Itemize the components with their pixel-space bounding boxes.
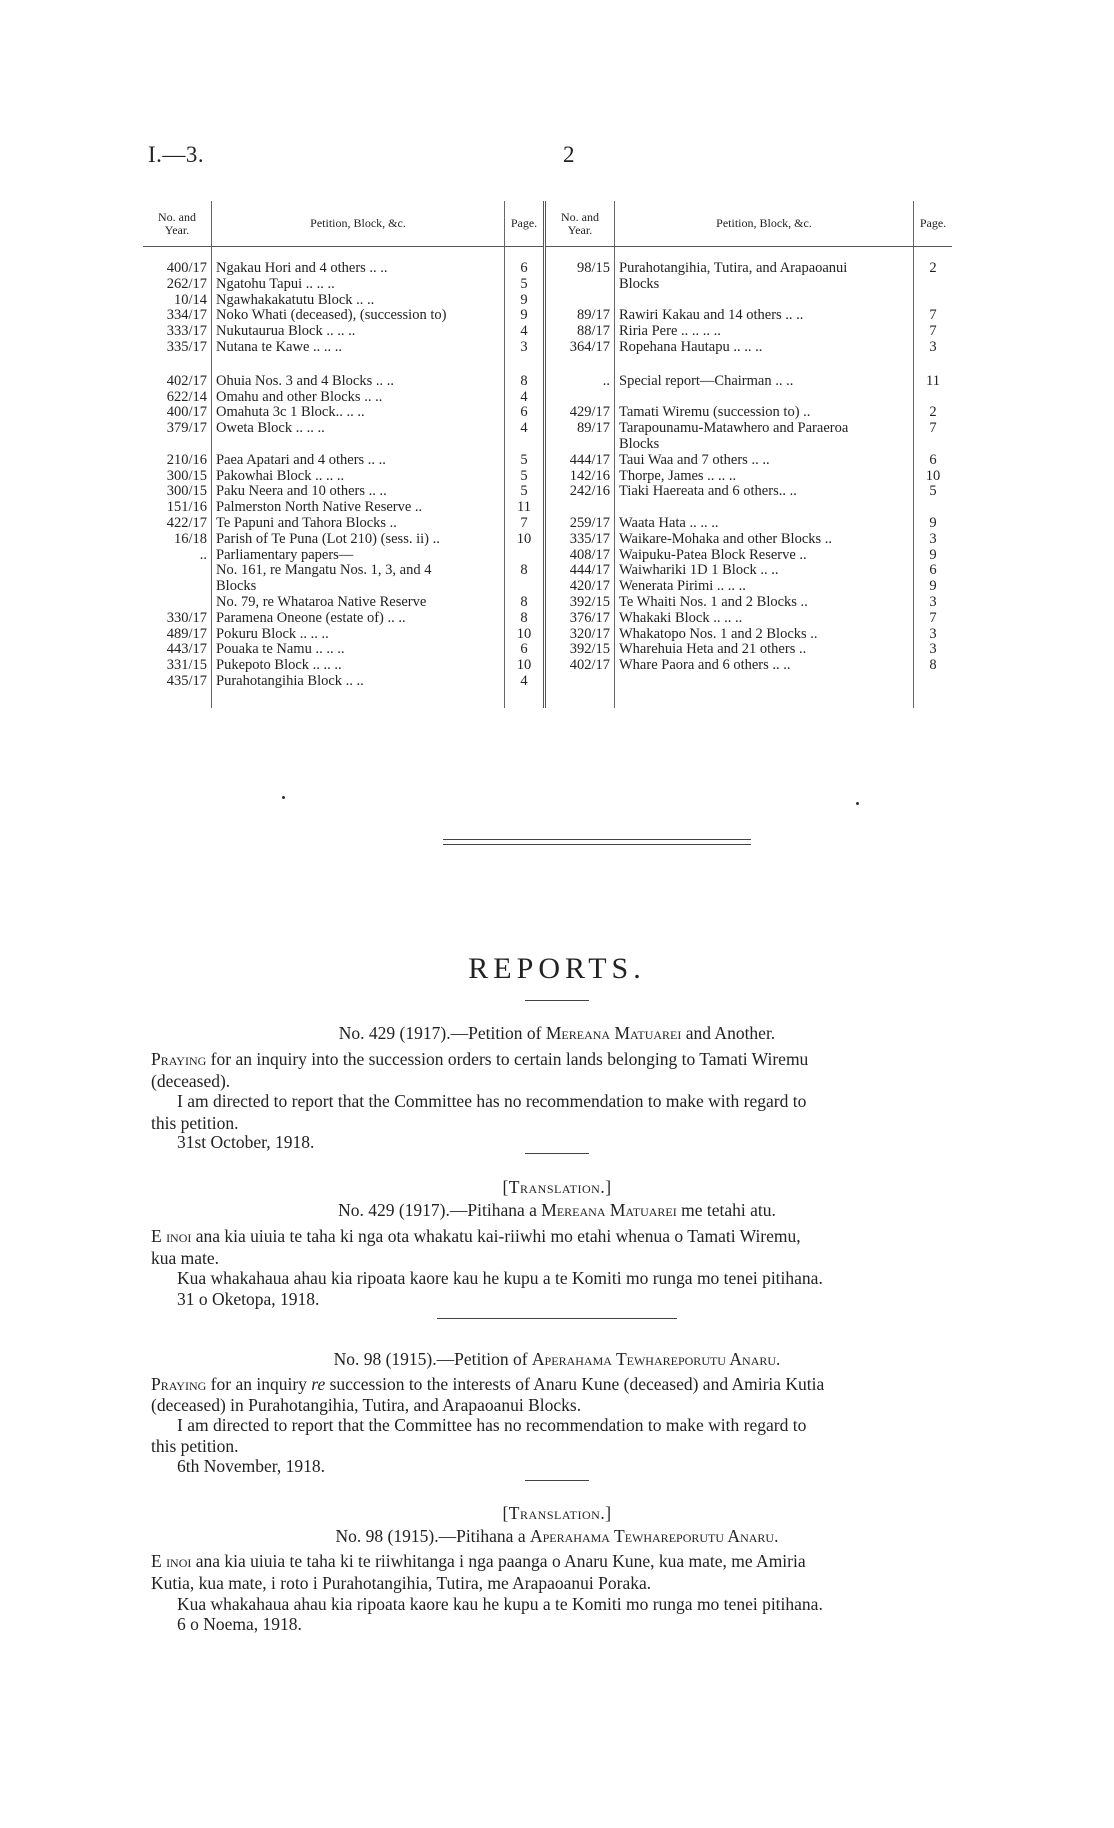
translation-body: Kua whakahaua ahau kia ripoata kaore kau he kupu a te Komiti mo runga mo tenei pitihana.: [177, 1268, 823, 1288]
table-row: [143, 532, 952, 548]
row-petition: Blocks: [615, 277, 914, 293]
table-row: [143, 324, 952, 340]
row-page: 8: [505, 563, 545, 579]
row-petition: Wenerata Pirimi .. .. ..: [615, 579, 914, 595]
row-number-year: 334/17: [166, 307, 207, 324]
row-number-year: 210/16: [166, 451, 207, 468]
row-petition: Blocks: [615, 437, 914, 453]
row-number-year: ..: [199, 546, 207, 563]
row-petition: Waipuku-Patea Block Reserve ..: [615, 548, 914, 564]
row-number-year: 98/15: [545, 247, 615, 277]
row-petition: Nukutaurua Block .. .. ..: [212, 324, 505, 340]
row-petition: Noko Whati (deceased), (succession to): [212, 308, 505, 324]
row-number-year: [143, 356, 212, 374]
row-petition: Thorpe, James .. .. ..: [615, 469, 914, 485]
row-number-year: [545, 293, 615, 309]
translation-label: [Translation.]: [502, 1177, 612, 1197]
row-number-year: 376/17: [545, 611, 615, 627]
row-petition: Parliamentary papers—: [212, 548, 505, 564]
row-petition: [615, 500, 914, 516]
row-number-year: 392/15: [545, 642, 615, 658]
row-number-year: 422/17: [166, 514, 207, 531]
document-reference: I.—3.: [148, 142, 205, 167]
row-number-year: [545, 437, 615, 453]
row-petition: Taui Waa and 7 others .. ..: [615, 453, 914, 469]
table-row: [143, 247, 952, 277]
row-petition: Purahotangihia, Tutira, and Arapaoanui: [615, 247, 914, 277]
double-rule: [443, 839, 751, 845]
row-number-year: 300/15: [166, 483, 207, 500]
row-number-year: 330/17: [166, 609, 207, 626]
row-page: [505, 437, 545, 453]
row-page: 3: [914, 532, 953, 548]
row-page: 4: [505, 421, 545, 437]
row-number-year: 622/14: [166, 388, 207, 405]
row-petition: Te Whaiti Nos. 1 and 2 Blocks ..: [615, 595, 914, 611]
row-number-year: [143, 595, 212, 611]
row-number-year: 88/17: [545, 324, 615, 340]
translation-body: Kua whakahaua ahau kia ripoata kaore kau he kupu a te Komiti mo runga mo tenei pitihana.: [177, 1594, 823, 1614]
row-page: [914, 390, 953, 406]
row-number-year: [143, 563, 212, 579]
row-number-year: ..: [545, 374, 615, 390]
row-page: 3: [914, 595, 953, 611]
row-number-year: [545, 277, 615, 293]
row-page: 5: [914, 484, 953, 500]
row-number-year: 300/15: [166, 467, 207, 484]
row-number-year: 444/17: [545, 563, 615, 579]
row-petition: Riria Pere .. .. .. ..: [615, 324, 914, 340]
row-page: 9: [914, 548, 953, 564]
row-petition: Pukepoto Block .. .. ..: [212, 658, 505, 674]
translation-heading: No. 98 (1915).—Pitihana a Aperahama Tewhareporutu Anaru.: [335, 1526, 779, 1546]
row-number-year: [545, 356, 615, 374]
row-page: [505, 579, 545, 595]
row-page: [505, 548, 545, 564]
row-page: 10: [505, 658, 545, 674]
table-row: [143, 469, 952, 485]
row-page: 4: [505, 390, 545, 406]
table-row: [143, 563, 952, 579]
report-body: I am directed to report that the Committee has no recommendation to make with regard to: [177, 1091, 807, 1111]
table-row: [143, 642, 952, 658]
row-number-year: 151/16: [166, 499, 207, 516]
table-row: [143, 500, 952, 516]
row-number-year: 259/17: [545, 516, 615, 532]
row-number-year: 89/17: [545, 421, 615, 437]
row-number-year: 420/17: [545, 579, 615, 595]
row-page: 5: [505, 484, 545, 500]
print-speck: [282, 796, 285, 799]
row-page: 9: [914, 579, 953, 595]
index-table-header: [143, 201, 952, 247]
column-header: No. and Year.: [143, 201, 212, 247]
row-page: 5: [505, 469, 545, 485]
translation-inoi: E inoi ana kia uiuia te taha ki nga ota whakatu kai-riiwhi mo etahi whenua o Tamati Wiremu,: [151, 1226, 801, 1246]
row-number-year: 262/17: [166, 275, 207, 292]
row-page: 2: [914, 405, 953, 421]
row-page: [914, 437, 953, 453]
report-body: I am directed to report that the Committee has no recommendation to make with regard to: [177, 1415, 807, 1435]
title-rule: [525, 1000, 589, 1001]
row-petition: Omahu and other Blocks .. ..: [212, 390, 505, 406]
row-petition: [212, 437, 505, 453]
row-number-year: [143, 437, 212, 453]
row-page: 10: [505, 627, 545, 643]
row-page: 7: [914, 324, 953, 340]
row-page: 3: [505, 340, 545, 356]
row-page: 11: [505, 500, 545, 516]
row-page: [914, 293, 953, 309]
column-header: Page.: [505, 201, 545, 247]
report-praying: (deceased) in Purahotangihia, Tutira, and Arapaoanui Blocks.: [151, 1395, 582, 1415]
report-heading: No. 429 (1917).—Petition of Mereana Matuarei and Another.: [338, 1023, 776, 1043]
row-petition: Tarapounamu-Matawhero and Paraeroa: [615, 421, 914, 437]
row-page: 7: [914, 421, 953, 437]
table-row: [143, 374, 952, 390]
row-page: 3: [914, 340, 953, 356]
row-petition: Special report—Chairman .. ..: [615, 374, 914, 390]
row-page: 6: [914, 563, 953, 579]
row-number-year: 435/17: [166, 672, 207, 689]
row-number-year: [545, 674, 615, 708]
row-number-year: 364/17: [545, 340, 615, 356]
table-row: [143, 405, 952, 421]
row-petition: Pouaka te Namu .. .. ..: [212, 642, 505, 658]
row-page: 6: [505, 247, 545, 277]
row-petition: Pokuru Block .. .. ..: [212, 627, 505, 643]
row-petition: Parish of Te Puna (Lot 210) (sess. ii) ..: [212, 532, 505, 548]
row-number-year: 16/18: [173, 530, 207, 547]
row-page: [505, 356, 545, 374]
row-number-year: 444/17: [545, 453, 615, 469]
column-header: Petition, Block, &c.: [615, 201, 914, 247]
table-row: [143, 453, 952, 469]
row-number-year: 335/17: [166, 338, 207, 355]
row-page: 8: [914, 658, 953, 674]
row-page: 8: [505, 611, 545, 627]
table-row: [143, 421, 952, 437]
row-petition: Paea Apatari and 4 others .. ..: [212, 453, 505, 469]
row-number-year: [143, 579, 212, 595]
row-petition: No. 79, re Whataroa Native Reserve: [212, 595, 505, 611]
row-page: 6: [914, 453, 953, 469]
row-petition: Whakaki Block .. .. ..: [615, 611, 914, 627]
row-petition: [212, 356, 505, 374]
row-number-year: [545, 500, 615, 516]
report-heading: No. 98 (1915).—Petition of Aperahama Tewhareporutu Anaru.: [333, 1349, 781, 1369]
row-number-year: 142/16: [545, 469, 615, 485]
row-petition: Pakowhai Block .. .. ..: [212, 469, 505, 485]
table-row: [143, 658, 952, 674]
row-number-year: 333/17: [166, 323, 207, 340]
row-petition: Ropehana Hautapu .. .. ..: [615, 340, 914, 356]
row-page: 5: [505, 277, 545, 293]
row-number-year: 443/17: [166, 641, 207, 658]
row-number-year: 392/15: [545, 595, 615, 611]
translation-inoi: Kutia, kua mate, i roto i Purahotangihia, Tutira, me Arapaoanui Poraka.: [151, 1573, 652, 1593]
row-number-year: 331/15: [166, 657, 207, 674]
table-row: [143, 516, 952, 532]
row-page: [914, 277, 953, 293]
row-petition: Omahuta 3c 1 Block.. .. ..: [212, 405, 505, 421]
row-page: 7: [914, 308, 953, 324]
row-page: 7: [505, 516, 545, 532]
row-petition: Waiwhariki 1D 1 Block .. ..: [615, 563, 914, 579]
table-row: [143, 595, 952, 611]
separator-rule: [525, 1480, 589, 1481]
report-date: 6th November, 1918.: [177, 1456, 326, 1476]
report-praying: Praying for an inquiry into the succession orders to certain lands belonging to Tamati Wiremu: [151, 1049, 809, 1069]
row-petition: Waata Hata .. .. ..: [615, 516, 914, 532]
index-table: [143, 201, 952, 708]
table-row: [143, 627, 952, 643]
row-page: 9: [505, 308, 545, 324]
report-date: 31st October, 1918.: [177, 1132, 315, 1152]
row-number-year: 408/17: [545, 548, 615, 564]
row-page: 3: [914, 627, 953, 643]
row-page: 9: [505, 293, 545, 309]
table-row: [143, 340, 952, 356]
report-praying: Praying for an inquiry re succession to the interests of Anaru Kune (deceased) and Amiria Kutia: [151, 1374, 825, 1394]
row-number-year: 400/17: [166, 404, 207, 421]
row-petition: Oweta Block .. .. ..: [212, 421, 505, 437]
row-page: 7: [914, 611, 953, 627]
row-number-year: 10/14: [173, 291, 207, 308]
row-petition: Waikare-Mohaka and other Blocks ..: [615, 532, 914, 548]
row-number-year: 335/17: [545, 532, 615, 548]
translation-inoi: kua mate.: [151, 1248, 220, 1268]
separator-rule: [525, 1153, 589, 1154]
row-petition: Whakatopo Nos. 1 and 2 Blocks ..: [615, 627, 914, 643]
section-title: REPORTS.: [468, 952, 646, 985]
row-page: 2: [914, 247, 953, 277]
row-petition: Nutana te Kawe .. .. ..: [212, 340, 505, 356]
row-page: [914, 356, 953, 374]
report-body: this petition.: [151, 1436, 239, 1456]
row-number-year: 89/17: [545, 308, 615, 324]
table-row: [143, 611, 952, 627]
row-petition: Rawiri Kakau and 14 others .. ..: [615, 308, 914, 324]
print-speck: [856, 802, 859, 805]
row-page: 3: [914, 642, 953, 658]
row-page: 8: [505, 374, 545, 390]
page-number: 2: [563, 142, 575, 167]
row-petition: Wharehuia Heta and 21 others ..: [615, 642, 914, 658]
row-page: 11: [914, 374, 953, 390]
row-number-year: 489/17: [166, 625, 207, 642]
row-petition: [615, 293, 914, 309]
row-page: 4: [505, 324, 545, 340]
row-page: 8: [505, 595, 545, 611]
row-petition: Purahotangihia Block .. ..: [212, 674, 505, 708]
column-header: Page.: [914, 201, 953, 247]
table-row: [143, 293, 952, 309]
row-number-year: 242/16: [545, 484, 615, 500]
report-praying: (deceased).: [151, 1071, 231, 1091]
report-body: this petition.: [151, 1113, 239, 1133]
row-page: [914, 500, 953, 516]
row-page: 4: [505, 674, 545, 708]
row-petition: [615, 674, 914, 708]
row-page: [914, 674, 953, 708]
translation-date: 31 o Oketopa, 1918.: [177, 1289, 320, 1309]
row-number-year: 402/17: [545, 658, 615, 674]
row-petition: Paramena Oneone (estate of) .. ..: [212, 611, 505, 627]
table-row: [143, 437, 952, 453]
row-number-year: [545, 390, 615, 406]
row-petition: Tiaki Haereata and 6 others.. ..: [615, 484, 914, 500]
row-page: 10: [505, 532, 545, 548]
row-petition: Tamati Wiremu (succession to) ..: [615, 405, 914, 421]
translation-inoi: E inoi ana kia uiuia te taha ki te riiwhitanga i nga paanga o Anaru Kune, kua mate, me Amiria: [151, 1551, 806, 1571]
separator-rule: [437, 1318, 677, 1319]
row-petition: Te Papuni and Tahora Blocks ..: [212, 516, 505, 532]
column-header: No. and Year.: [545, 201, 615, 247]
row-petition: Whare Paora and 6 others .. ..: [615, 658, 914, 674]
row-page: 9: [914, 516, 953, 532]
column-header: Petition, Block, &c.: [212, 201, 505, 247]
row-petition: Paku Neera and 10 others .. ..: [212, 484, 505, 500]
row-petition: [615, 390, 914, 406]
table-row: [143, 548, 952, 564]
row-petition: Ngatohu Tapui .. .. ..: [212, 277, 505, 293]
table-row: [143, 579, 952, 595]
row-number-year: 429/17: [545, 405, 615, 421]
row-petition: Blocks: [212, 579, 505, 595]
table-row: [143, 484, 952, 500]
row-petition: Ohuia Nos. 3 and 4 Blocks .. ..: [212, 374, 505, 390]
row-petition: Ngawhakakatutu Block .. ..: [212, 293, 505, 309]
translation-date: 6 o Noema, 1918.: [177, 1614, 302, 1634]
row-page: 10: [914, 469, 953, 485]
table-row: [143, 390, 952, 406]
row-number-year: 320/17: [545, 627, 615, 643]
table-row: [143, 308, 952, 324]
row-page: 5: [505, 453, 545, 469]
row-petition: No. 161, re Mangatu Nos. 1, 3, and 4: [212, 563, 505, 579]
table-row: [143, 674, 952, 708]
translation-label: [Translation.]: [502, 1503, 612, 1523]
row-petition: [615, 356, 914, 374]
row-number-year: 400/17: [166, 260, 207, 276]
table-row: [143, 277, 952, 293]
row-petition: Palmerston North Native Reserve ..: [212, 500, 505, 516]
index-table-body: [143, 247, 952, 708]
row-page: 6: [505, 405, 545, 421]
row-petition: Ngakau Hori and 4 others .. ..: [212, 247, 505, 277]
table-row: [143, 356, 952, 374]
row-page: 6: [505, 642, 545, 658]
translation-heading: No. 429 (1917).—Pitihana a Mereana Matuarei me tetahi atu.: [338, 1200, 776, 1220]
row-number-year: 379/17: [166, 420, 207, 437]
row-number-year: 402/17: [166, 372, 207, 389]
